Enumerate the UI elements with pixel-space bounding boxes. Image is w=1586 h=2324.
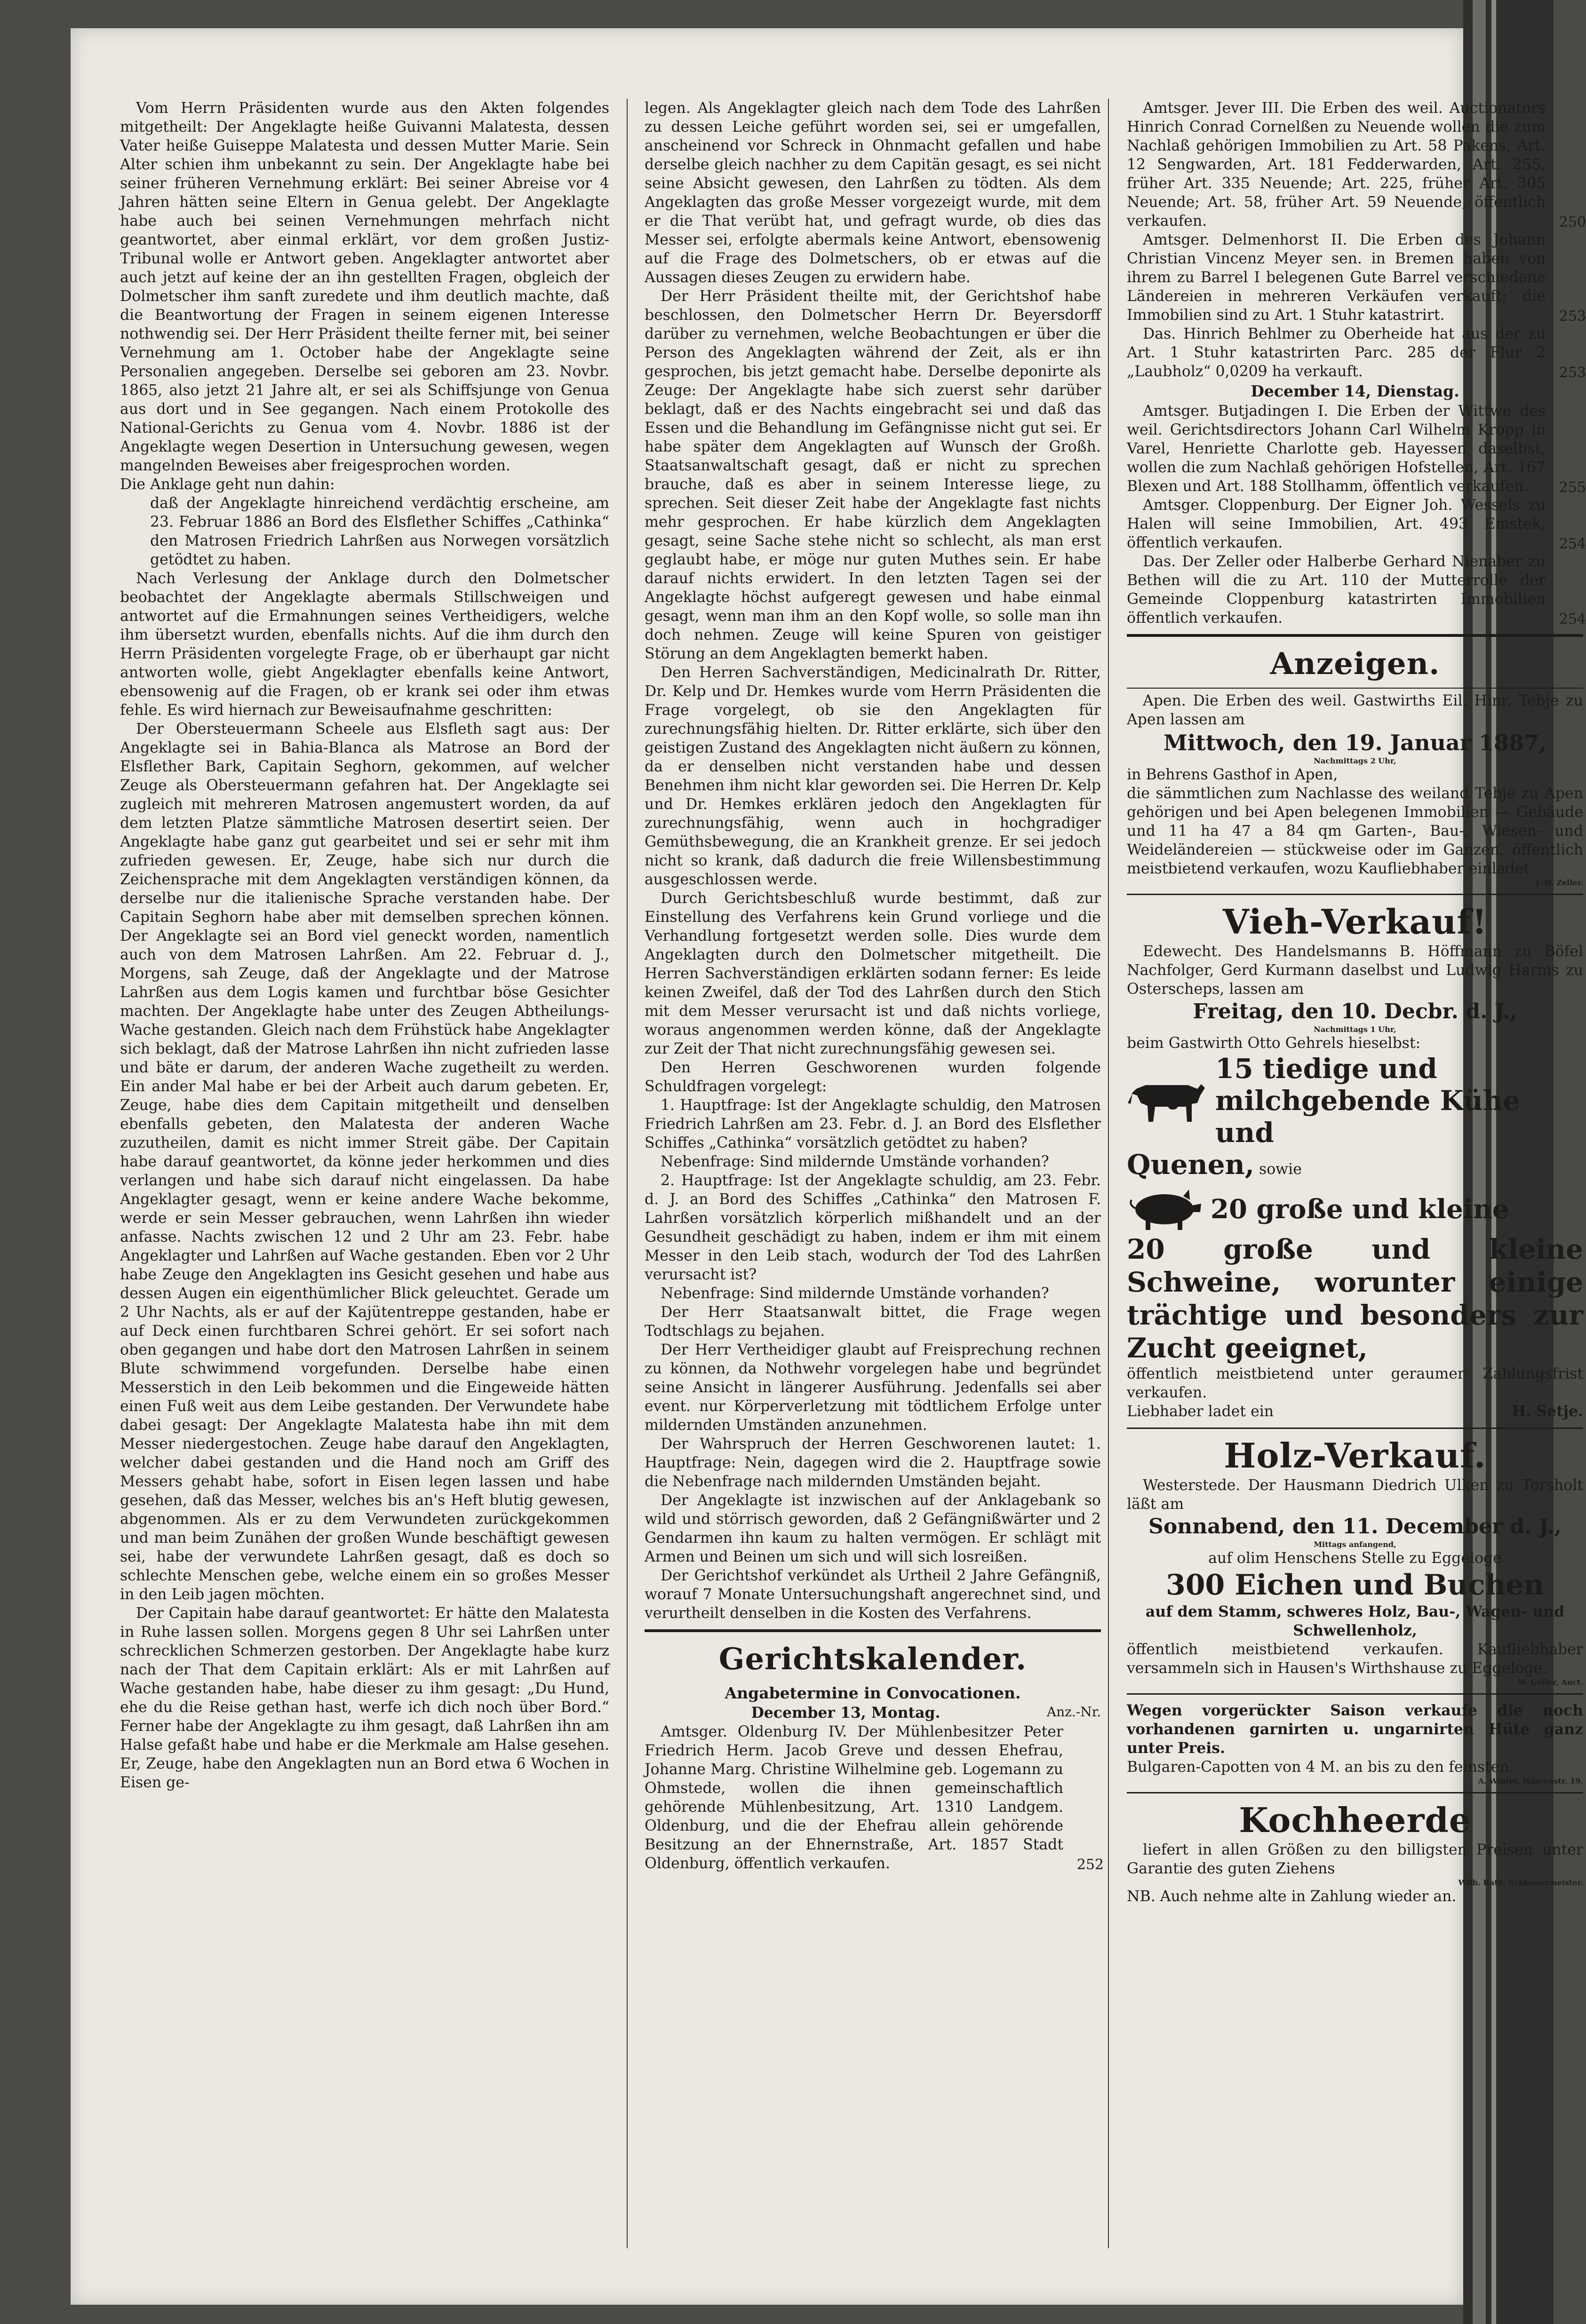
- calendar-entry-number: 253: [1559, 365, 1586, 381]
- column-notices: [1127, 99, 1586, 1906]
- article-paragraph: 1. Hauptfrage: Ist der Angeklagte schuldig, den Matrosen Friedrich Lahrßen am 23. Febr. d. J. an Bord des Elsflether Schiffes „Cathinka“ vorsätzlich getödtet zu haben?: [645, 1097, 1101, 1151]
- ad-signature: W. Geiler, Auct.: [1518, 1678, 1583, 1687]
- ad-body: die sämmtlichen zum Nachlasse des weiland Tebje zu Apen gehörigen und bei Apen belegenen Immobilien — Gebäude und 11 ha 47 a 84 qm Garten-, Bau-, Wiesen- und Weideländereien — stückweise oder im Ganzen, öffentlich meistbietend verkaufen, wozu Kaufliebhaber einladet: [1127, 785, 1583, 877]
- ad-note: NB. Auch nehme alte in Zahlung wieder an.: [1127, 1888, 1457, 1905]
- article-paragraph: Der Herr Präsident theilte mit, der Gerichtshof habe beschlossen, den Dolmetscher Herrn Dr. Beyersdorff darüber zu vernehmen, welche Beobachtungen er über die Person des Angeklagten während der Zeit, als er ihn gesprochen, bis jetzt gemacht habe. Derselbe deponirte als Zeuge: Der Angeklagte habe sich zuerst sehr darüber beklagt, daß er des Nachts eingebracht sei und daß das Essen und die Behandlung im Gefängnisse nicht gut sei. Er habe später dem Angeklagten auf Wunsch der Großh. Staatsanwaltschaft gesagt, daß er nicht zu sprechen brauche, daß es aber in seinem Interesse liege, zu sprechen. Seit dieser Zeit habe der Angeklagte fast nichts mehr gesprochen. Er habe kürzlich dem Angeklagten gesagt, seine Sache stehe nicht so schlecht, als man erst geglaubt habe, er möge nur guten Muthes sein. Er habe darauf nichts erwidert. In den letzten Tagen sei der Angeklagte höchst aufgeregt gewesen und habe einmal gesagt, wenn man ihm an den Kopf wolle, so solle man ihn doch nehmen. Zeuge will keine Spuren von geistiger Störung an dem Angeklagten bemerkt haben.: [645, 288, 1101, 662]
- calendar-entry-text: Amtsger. Cloppenburg. Der Eigner Joh. Wessels zu Halen will seine Immobilien, Art. 493 Emstek, öffentlich verkaufen.: [1127, 497, 1546, 551]
- calendar-entry: [1127, 99, 1586, 230]
- court-calendar-date: December 14, Dienstag.: [1251, 382, 1459, 400]
- court-calendar-subtitle: Angabetermine in Convocationen.: [725, 1684, 1021, 1702]
- calendar-entry-number: 250: [1559, 214, 1586, 230]
- calendar-entry: [645, 1722, 1104, 1873]
- ad-date: Freitag, den 10. Decbr. d. J.,: [1193, 999, 1517, 1023]
- calendar-entry: [1127, 496, 1586, 552]
- column-rule: [627, 99, 628, 2248]
- ad-time: Nachmittags 2 Uhr,: [1314, 756, 1396, 765]
- ads-section-title: Anzeigen.: [1270, 646, 1440, 682]
- ad-intro: Apen. Die Erben des weil. Gastwirths Eil. Hinr. Tebje zu Apen lassen am: [1127, 692, 1583, 728]
- article-paragraph: legen. Als Angeklagter gleich nach dem Tode des Lahrßen zu dessen Leiche geführt worden sei, sei er umgefallen, anscheinend vor Schreck in Ohnmacht gefallen und habe derselbe gleich nachher zu dem Capitän gesagt, es sei nicht seine Absicht gewesen, den Lahrßen zu tödten. Als dem Angeklagten das große Messer vorgezeigt wurde, mit dem er die That verübt hat, und gefragt wurde, ob dies das Messer sei, erfolgte abermals keine Antwort, ebensowenig auf die Frage des Dolmetschers, ob er etwas auf die Aussagen dieses Zeugen zu erwidern habe.: [645, 100, 1101, 286]
- ad-highlight: 300 Eichen und Buchen: [1166, 1569, 1544, 1602]
- court-calendar-date-row: [645, 1704, 1101, 1722]
- column-rule: [1108, 99, 1109, 2248]
- ad-place: auf olim Henschens Stelle zu Eggeloge: [1208, 1550, 1502, 1567]
- article-paragraph: Die Anklage geht nun dahin:: [120, 476, 335, 493]
- ad-intro: Westerstede. Der Hausmann Diedrich Ulken zu Torsholt läßt am: [1127, 1477, 1583, 1513]
- calendar-entry-text: Amtsger. Delmenhorst II. Die Erben des Johann Christian Vincenz Meyer sen. in Bremen haben von ihrem zu Barrel I belegenen Gute Barrel verschiedene Ländereien in mehreren Verkäufen verkauft; die Immobilien sind zu Art. 1 Stuhr katastrirt.: [1127, 231, 1546, 324]
- calendar-entry: [1127, 402, 1586, 496]
- ad-date: Sonnabend, den 11. December d. J.,: [1148, 1515, 1562, 1539]
- ad-title: Kochheerde: [1239, 1800, 1471, 1840]
- calendar-entry-text: Amtsger. Oldenburg IV. Der Mühlenbesitzer Peter Friedrich Herm. Jacob Greve und dessen Ehefrau, Johanne Marg. Christine Wilhelmine geb. Logemann zu Ohmstede, wollen die ihnen gemeinschaftlich gehörende Mühlenbesitzung, Art. 1310 Landgem. Oldenburg, und die der Ehefrau allein gehörende Besitzung an der Ehnernstraße, Art. 1857 Stadt Oldenburg, öffentlich verkaufen.: [645, 1723, 1063, 1872]
- ad-place: beim Gastwirth Otto Gehrels hieselbst:: [1127, 1035, 1421, 1052]
- calendar-entry-number: 253: [1559, 308, 1586, 325]
- ad-place: in Behrens Gasthof in Apen,: [1127, 766, 1338, 783]
- announcement-number-label: Anz.-Nr.: [1046, 1704, 1101, 1720]
- ad-time: Mittags anfangend,: [1314, 1540, 1396, 1549]
- ad-pigs-heading: 20 große und kleine: [1211, 1194, 1509, 1225]
- ad-date: Mittwoch, den 19. Januar 1887,: [1163, 730, 1547, 755]
- pig-icon: [1127, 1186, 1202, 1233]
- column-court-report: [120, 99, 609, 1792]
- indictment-quote: daß der Angeklagte hinreichend verdächtig erscheine, am 23. Februar 1886 an Bord des Elsflether Schiffes „Cathinka“ den Matrosen Friedrich Lahrßen aus Norwegen vorsätzlich getödtet zu haben.: [150, 495, 609, 568]
- ad-hats-sale: [1127, 1701, 1583, 1785]
- ad-body: öffentlich meistbietend unter geraumer Zahlungsfrist verkaufen.: [1127, 1365, 1583, 1401]
- section-divider: [1127, 634, 1583, 637]
- article-paragraph: Vom Herrn Präsidenten wurde aus den Akten folgendes mitgetheilt: Der Angeklagte heiße Guivanni Malatesta, dessen Vater heiße Guiseppe Malatesta und dessen Mutter Marie. Sein Alter schien ihm unbekannt zu sein. Der Angeklagte habe bei seiner früheren Vernehmung erklärt: Bei seiner Abreise vor 4 Jahren hätten seine Eltern in Genua gelebt. Der Angeklagte habe auch bei seinen Vernehmungen mehrfach nicht geantwortet, aber einmal erklärt, vor dem großen Justiz-Tribunal wolle er Antwort geben. Angeklagter antwortet aber auch jetzt auf keine der an ihn gestellten Fragen, obgleich der Dolmetscher ihm sanft zuredete und ihm deutlich machte, daß die Beantwortung der Fragen in seinem eigenen Interesse nothwendig sei. Der Herr Präsident theilte ferner mit, bei seiner Vernehmung am 1. October habe der Angeklagte seine Personalien angegeben. Derselbe sei geboren am 23. Novbr. 1865, also jetzt 21 Jahre alt, er sei als Schiffsjunge von Genua aus dort und in See gegangen. Nach einem Protokolle des National-Gerichts zu Genua vom 4. Novbr. 1886 ist der Angeklagte wegen Desertion in Untersuchung gewesen, wegen mangelnden Beweises aber freigesprochen worden.: [120, 100, 609, 474]
- ad-stoves: [1127, 1800, 1583, 1906]
- article-paragraph: Durch Gerichtsbeschluß wurde bestimmt, daß zur Einstellung des Verfahrens kein Grund vorliege und die Verhandlung fortgesetzt werden solle. Dies wurde dem Angeklagten durch den Dolmetscher mitgetheilt. Die Herren Sachverständigen erklärten sodann ferner: Es leide keinen Zweifel, daß der Tod des Lahrßen durch den Stich mit dem Messer verursacht ist und daß nichts vorliege, woraus angenommen werden könne, daß der Angeklagte zur Zeit der That nicht zurechnungsfähig gewesen sei.: [645, 890, 1101, 1057]
- calendar-entry-text: Das. Hinrich Behlmer zu Oberheide hat aus der zu Art. 1 Stuhr katastrirten Parc. 285 der Flur 2 „Laubholz“ 0,0209 ha verkauft.: [1127, 325, 1546, 380]
- ad-signature: J. W. Zeller.: [1536, 878, 1583, 887]
- court-calendar-title: Gerichtskalender.: [718, 1642, 1027, 1677]
- ad-intro: Edewecht. Des Handelsmanns B. Höffmann zu Böfel Nachfolger, Gerd Kurmann daselbst und Ludwig Harms zu Osterscheps, lassen am: [1127, 943, 1583, 998]
- ad-auction-apen: [1127, 691, 1583, 887]
- calendar-entry-number: 254: [1559, 536, 1586, 552]
- calendar-entry-number: 255: [1559, 479, 1586, 496]
- ad-title: Holz-Verkauf.: [1224, 1436, 1486, 1475]
- ad-sowie-text: sowie: [1259, 1161, 1302, 1178]
- article-paragraph: Den Herren Sachverständigen, Medicinalrath Dr. Ritter, Dr. Kelp und Dr. Hemkes wurde vom Herrn Präsidenten die Frage vorgelegt, ob sie den Angeklagten für zurechnungsfähig hielten. Dr. Ritter erklärte, sich über den geistigen Zustand des Angeklagten nicht äußern zu können, da er denselben nicht verstanden habe und dessen Benehmen ihm nicht klar geworden sei. Die Herren Dr. Kelp und Dr. Hemkes erklären jedoch den Angeklagten für zurechnungsfähig, wenn auch in hochgradiger Gemüthsbewegung, die an Krankheit grenze. Er sei jedoch nicht so krank, daß dadurch die freie Willensbestimmung ausgeschlossen werde.: [645, 664, 1101, 888]
- ad-quenen-text: Quenen,: [1127, 1149, 1255, 1181]
- article-paragraph: Der Herr Vertheidiger glaubt auf Freisprechung rechnen zu können, da Nothwehr vorgelegen habe und begründet seine Ansicht in längerer Ausführung. Jedenfalls sei aber event. nur Körperverletzung mit tödtlichem Erfolge unter mildernden Umständen anzunehmen.: [645, 1341, 1101, 1434]
- ad-cows-text: 15 tiedige und milchgebende Kühe und: [1215, 1053, 1521, 1149]
- cows-line: [1127, 1053, 1583, 1149]
- calendar-entry: [1127, 230, 1586, 325]
- court-calendar-date: December 13, Montag.: [751, 1704, 940, 1721]
- section-divider: [645, 1629, 1101, 1632]
- ad-title: Vieh-Verkauf!: [1222, 902, 1488, 942]
- calendar-entry-number: 254: [1559, 611, 1586, 627]
- ad-divider: [1127, 1428, 1583, 1429]
- ad-divider: [1127, 1792, 1583, 1793]
- article-paragraph: Der Wahrspruch der Herren Geschworenen lautet: 1. Hauptfrage: Nein, dagegen wird die 2. Hauptfrage sowie die Nebenfrage nach mildernden Umständen bejaht.: [645, 1436, 1101, 1490]
- article-paragraph: Der Gerichtshof verkündet als Urtheil 2 Jahre Gefängniß, worauf 7 Monate Untersuchungshaft angerechnet sind, und verurtheilt denselben in die Kosten des Verfahrens.: [645, 1567, 1101, 1622]
- ad-signature: Wilh. Rath, Schlossermeister.: [1458, 1878, 1583, 1887]
- calendar-entry: [1127, 325, 1586, 381]
- ad-line: Bulgaren-Capotten von 4 M. an bis zu den feinsten.: [1127, 1759, 1514, 1776]
- calendar-entry-text: Amtsger. Jever III. Die Erben des weil. Auctionators Hinrich Conrad Cornelßen zu Neuende wollen die zum Nachlaß gehörigen Immobilien zu Art. 58 Pakens, Art. 12 Sengwarden, Art. 181 Fedderwarden, Art. 255, früher Art. 335 Neuende; Art. 225, früher Art. 305 Neuende; Art. 58, früher Art. 59 Neuende, öffentlich verkaufen.: [1127, 100, 1546, 230]
- ad-body: Wegen vorgerückter Saison verkaufe die noch vorhandenen garnirten u. ungarnirten Hüte ganz unter Preis.: [1127, 1702, 1583, 1757]
- calendar-entry-text: Amtsger. Butjadingen I. Die Erben der Wittwe des weil. Gerichtsdirectors Johann Carl Wilhelm Kropp in Varel, Henriette Charlotte geb. Hayessen daselbst, wollen die zum Nachlaß gehörigen Hofstellen, Art. 167 Blexen und Art. 188 Stollhamm, öffentlich verkaufen.: [1127, 403, 1546, 495]
- ad-time: Nachmittags 1 Uhr,: [1314, 1025, 1396, 1034]
- ad-signature-row: [1127, 1402, 1583, 1421]
- section-divider: [1127, 688, 1583, 689]
- article-paragraph: Der Herr Staatsanwalt bittet, die Frage wegen Todtschlags zu bejahen.: [645, 1304, 1101, 1340]
- ad-signature: H. Setje.: [1512, 1403, 1583, 1420]
- ad-subline: auf dem Stamm, schweres Holz, Bau-, Wagen- und Schwellenholz,: [1145, 1603, 1565, 1639]
- ad-wood-sale: [1127, 1436, 1583, 1687]
- article-paragraph: Der Obersteuermann Scheele aus Elsfleth sagt aus: Der Angeklagte sei in Bahia-Blanca als Matrose an Bord der Elsflether Bark, Capitain Seghorn, gekommen, auf welcher Zeuge als Obersteuermann gefahren hat. Der Angeklagte sei zugleich mit mehreren Matrosen angemustert worden, da auf dem letzten Platze sämmtliche Matrosen desertirt seien. Der Angeklagte habe ganz gut gearbeitet und sei er sehr mit ihm zufrieden gewesen. Er, Zeuge, habe sich nur durch die Zeichensprache mit dem Angeklagten verständigen können, da derselbe nur die italienische Sprache verstanden habe. Der Capitain Seghorn habe aber mit demselben sprechen können. Der Angeklagte sei an Bord viel geneckt worden, namentlich auch von dem Matrosen Lahrßen. Am 22. Februar d. J., Morgens, sah Zeuge, daß der Angeklagte und der Matrose Lahrßen aus dem Logis kamen und furchtbar böse Gesichter machten. Der Angeklagte habe unter des Zeugen Abtheilungs-Wache gestanden. Gleich nach dem Frühstück habe Angeklagter sich beklagt, daß der Matrose Lahrßen ihn nicht zufrieden lasse und bäte er darum, der anderen Wache zugetheilt zu werden. Ein ander Mal habe er bei der Arbeit auch darum gebeten. Er, Zeuge, habe dies dem Capitain mitgetheilt und denselben ebenfalls gebeten, den Malatesta der anderen Wache zuzutheilen, damit es nicht immer Streit gäbe. Der Capitain habe darauf geantwortet, da könne jeder herkommen und dies verlangen und habe sich darauf nicht eingelassen. Da habe Angeklagter gesagt, wenn er keine andere Wache bekomme, werde er sein Messer gebrauchen, wenn Lahrßen ihn wieder anfasse. Nachts zwischen 12 und 2 Uhr am 23. Febr. habe Angeklagter und Lahrßen auf Wache gestanden. Eben vor 2 Uhr habe Zeuge den Angeklagten ins Gesicht gesehen und habe aus dessen Augen ein eigenthümlicher Blick geleuchtet. Gerade um 2 Uhr Nachts, als er auf der Kajütentreppe gestanden, habe er auf Deck einen furchtbaren Schrei gehört. Er sei sofort nach oben gegangen und habe dort den Matrosen Lahrßen in seinem Blute schwimmend vorgefunden. Derselbe habe einen Messerstich in den Leib bekommen und die Eingeweide hätten einen Fuß weit aus dem Leibe gestanden. Der Verwundete habe dabei gesagt: Der Angeklagte Malatesta habe ihn mit dem Messer niedergestochen. Zeuge habe darauf den Angeklagten, welcher dabei gestanden und die Hand noch am Griff des Messers gehabt habe, sofort in Eisen legen lassen und habe gesehen, daß das Messer, welches bis an's Heft blutig gewesen, abgenommen. Als er zu dem Verwundeten zurückgekommen und man beim Zunähen der großen Wunde beschäftigt gewesen sei, habe der verwundete Lahrßen gesagt, daß es doch so schlechte Menschen gebe, welche einem ein so großes Messer in den Leib jagen möchten.: [120, 721, 609, 1603]
- quenen-line: [1127, 1149, 1583, 1186]
- ad-pigs-text: 20 große und kleine Schweine, worunter einige trächtige und besonders zur Zucht geeignet,: [1127, 1233, 1583, 1364]
- column-court-report-continued: [645, 99, 1104, 1873]
- calendar-entry-number: 252: [1076, 1856, 1104, 1873]
- pigs-line: [1127, 1186, 1583, 1233]
- ad-divider: [1127, 894, 1583, 895]
- article-paragraph: 2. Hauptfrage: Ist der Angeklagte schuldig, am 23. Febr. d. J. an Bord des Schiffes „Cathinka“ den Matrosen F. Lahrßen vorsätzlich körperlich mißhandelt und an der Gesundheit geschädigt zu haben, indem er ihm mit einem Messer in den Leib stach, wodurch der Tod des Lahrßen verursacht ist?: [645, 1172, 1101, 1283]
- article-paragraph: Nebenfrage: Sind mildernde Umstände vorhanden?: [661, 1285, 1049, 1302]
- article-paragraph: Der Angeklagte ist inzwischen auf der Anklagebank so wild und störrisch geworden, daß 2 Gefängnißwärter und 2 Gendarmen ihn kaum zu halten vermögen. Er schlägt mit Armen und Beinen um sich und will sich losreißen.: [645, 1492, 1101, 1565]
- calendar-entry: [1127, 552, 1586, 627]
- article-paragraph: Den Herren Geschworenen wurden folgende Schuldfragen vorgelegt:: [645, 1059, 1101, 1095]
- newspaper-page: [71, 28, 1586, 2305]
- article-paragraph: Nach Verlesung der Anklage durch den Dolmetscher beobachtet der Angeklagte abermals Stillschweigen und antwortet auf die Ermahnungen seines Vertheidigers, welche ihm übersetzt wurden, ebenfalls nichts. Auf die ihm durch den Herrn Präsidenten vorgelegte Frage, ob er überhaupt gar nicht antworten wolle, giebt Angeklagter ebenfalls keine Antwort, ebensowenig auf die Fragen, ob er krank sei oder ihm etwas fehle. Es wird hiernach zur Beweisaufnahme geschritten:: [120, 570, 609, 719]
- ad-cattle-sale: [1127, 902, 1583, 1421]
- calendar-entry-text: Das. Der Zeller oder Halberbe Gerhard Nienaber zu Bethen will die zu Art. 110 der Mutterrolle der Gemeinde Cloppenburg katastrirten Immobilien öffentlich verkaufen.: [1127, 553, 1546, 627]
- article-paragraph: Der Capitain habe darauf geantwortet: Er hätte den Malatesta in Ruhe lassen sollen. Morgens gegen 8 Uhr sei Lahrßen unter schrecklichen Schmerzen gestorben. Der Angeklagte habe kurz nach der That dem Capitain erklärt: Als er mit Lahrßen auf Wache gestanden habe, habe dieser zu ihm gesagt: „Du Hund, ehe du die Reise gethan hast, werfe ich dich noch über Bord.“ Ferner habe der Angeklagte zu ihm gesagt, daß Lahrßen ihn am Halse gefaßt habe und habe er die Merkmale am Halse gesehen. Er, Zeuge, habe den Angeklagten nun an Bord etwa 6 Wochen in Eisen ge-: [120, 1605, 609, 1791]
- ad-body: öffentlich meistbietend verkaufen. Kaufliebhaber versammeln sich in Hausen's Wirthshause zu Eggeloge.: [1127, 1641, 1583, 1677]
- ad-signature: A. Winter, Haarenstr. 19.: [1478, 1777, 1583, 1785]
- ad-invite: Liebhaber ladet ein: [1127, 1403, 1274, 1420]
- ad-divider: [1127, 1693, 1583, 1695]
- cow-icon: [1127, 1075, 1207, 1126]
- ad-body: liefert in allen Größen zu den billigsten Preisen unter Garantie des guten Ziehens: [1127, 1841, 1583, 1877]
- article-paragraph: Nebenfrage: Sind mildernde Umstände vorhanden?: [661, 1153, 1049, 1170]
